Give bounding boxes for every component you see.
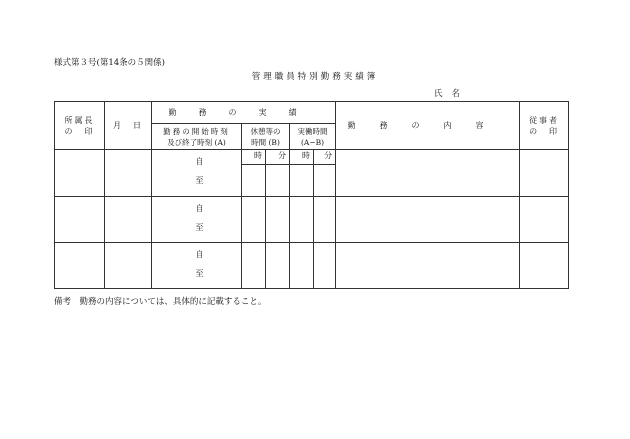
- rest-minute-cell[interactable]: [266, 197, 290, 243]
- actual-minute-cell[interactable]: [314, 243, 336, 289]
- name-label: 氏名: [434, 89, 470, 99]
- actual-hour-value[interactable]: [290, 165, 314, 197]
- worker-stamp-cell[interactable]: [520, 243, 569, 289]
- date-cell[interactable]: [105, 243, 152, 289]
- col-header-rest: 休憩等の 時間 (B): [242, 124, 290, 150]
- start-end-cell[interactable]: [152, 150, 242, 197]
- col-header-manager-stamp: [55, 102, 105, 150]
- worker-stamp-cell[interactable]: [520, 197, 569, 243]
- from-label: 自: [195, 250, 204, 259]
- start-end-cell[interactable]: [152, 197, 242, 243]
- date-cell[interactable]: [105, 150, 152, 197]
- worker-stamp-cell[interactable]: [520, 150, 569, 197]
- to-label: 至: [195, 223, 204, 232]
- work-content-cell[interactable]: [336, 150, 520, 197]
- worker-stamp-line2: の 印: [529, 126, 560, 136]
- actual-minute-cell[interactable]: [314, 197, 336, 243]
- stamp-cell[interactable]: [55, 243, 105, 289]
- manager-stamp-line2: の 印: [64, 126, 95, 136]
- col-header-actual-hours: 実働時間 (A−B): [290, 124, 336, 150]
- rest-hour-cell[interactable]: 時: [242, 150, 266, 165]
- rest-minute-cell[interactable]: [266, 243, 290, 289]
- actual-hour-cell[interactable]: [290, 243, 314, 289]
- manager-stamp-line1: 所属長: [64, 115, 95, 125]
- work-content-cell[interactable]: [336, 197, 520, 243]
- rest-minute-value[interactable]: [266, 165, 290, 197]
- from-label: 自: [195, 204, 204, 213]
- from-label: 自: [195, 157, 204, 166]
- date-cell[interactable]: [105, 197, 152, 243]
- col-header-work-content: 勤務の内容: [336, 102, 520, 150]
- col-header-date: 月 日: [105, 102, 152, 150]
- rest-hour-cell[interactable]: [242, 197, 266, 243]
- col-header-work-actual: 勤務の実績: [152, 102, 336, 124]
- remarks-note: 備考 勤務の内容については、具体的に記載すること。: [54, 297, 267, 307]
- actual-hour-cell[interactable]: [290, 197, 314, 243]
- actual-minute-cell[interactable]: 分: [314, 150, 336, 165]
- rest-hour-value[interactable]: [242, 165, 266, 197]
- rest-hour-cell[interactable]: [242, 243, 266, 289]
- to-label: 至: [195, 176, 204, 185]
- work-content-cell[interactable]: [336, 243, 520, 289]
- form-number: 様式第３号(第14条の５関係): [54, 58, 165, 68]
- to-label: 至: [195, 269, 204, 278]
- page-title: 管理職員特別勤務実績簿: [251, 72, 379, 82]
- col-header-start-end: 勤務の開始時刻 及び終了時刻 (A): [152, 124, 242, 150]
- rest-minute-cell[interactable]: 分: [266, 150, 290, 165]
- work-record-table: [54, 101, 569, 289]
- worker-stamp-line1: 従事者: [529, 115, 560, 125]
- stamp-cell[interactable]: [55, 197, 105, 243]
- col-header-worker-stamp: [520, 102, 569, 150]
- stamp-cell[interactable]: [55, 150, 105, 197]
- start-end-cell[interactable]: [152, 243, 242, 289]
- actual-minute-value[interactable]: [314, 165, 336, 197]
- actual-hour-cell[interactable]: 時: [290, 150, 314, 165]
